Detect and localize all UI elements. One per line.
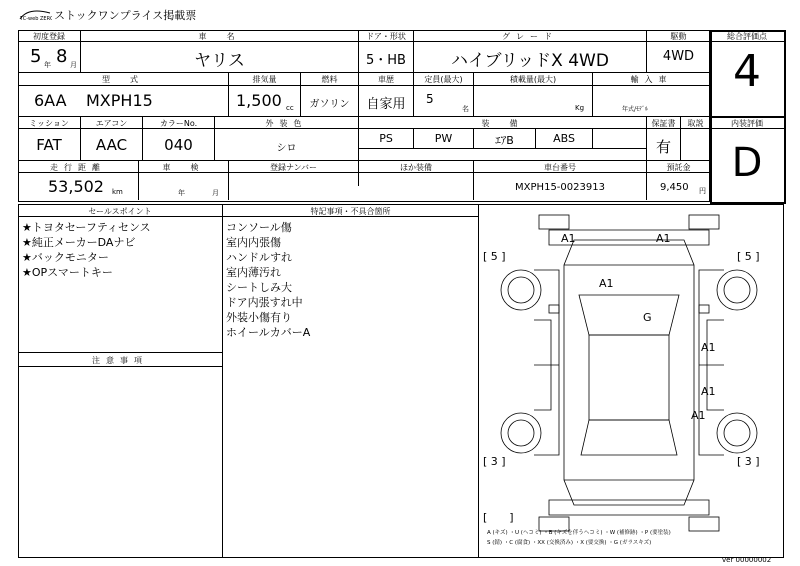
list-item: ドア内張すれ中	[226, 296, 303, 309]
label-model: 型 式	[102, 75, 144, 84]
list-item: シートしみ大	[226, 281, 292, 294]
damage-mark: G	[643, 311, 652, 324]
equipment-2: PW	[434, 132, 453, 145]
list-item: 室内内張傷	[226, 236, 281, 249]
label-other-equipment: ほか装備	[400, 163, 432, 172]
remarks-label: 特記事項・不具合箇所	[310, 207, 391, 216]
displacement-value: 1,500	[236, 91, 282, 110]
list-item: コンソール傷	[226, 221, 292, 234]
mission-value: FAT	[36, 136, 62, 154]
list-item: ★純正メーカーDAナビ	[22, 236, 136, 249]
damage-mark: A1	[691, 409, 706, 422]
model-prefix-value: 6AA	[34, 91, 67, 110]
version-label: ver 00000002	[722, 556, 772, 564]
label-mission: ミッション	[29, 119, 69, 128]
label-fuel: 燃料	[321, 75, 338, 84]
label-total-score: 総合評価点	[727, 32, 767, 41]
logo	[18, 6, 52, 21]
logo-icon	[18, 9, 52, 21]
legend-line-2: S (錆) ・C (腐食) ・XX (交換済み) ・X (要交換) ・G (ガラスキズ)	[487, 540, 652, 546]
tire-depth: [ 3 ]	[483, 455, 506, 468]
door-shape-value: 5・HB	[366, 53, 406, 68]
car-damage-diagram	[479, 205, 781, 555]
label-interior-score: 内装評価	[731, 119, 763, 128]
label-door-shape: ドア・形状	[366, 32, 406, 41]
label-capacity: 定員(最大)	[424, 75, 463, 84]
label-mileage: 走行距離	[50, 163, 106, 172]
damage-mark: A1	[701, 341, 716, 354]
sales-points-label: セールスポイント	[88, 207, 152, 216]
first-reg-year-unit: 年	[44, 61, 51, 69]
model-value: MXPH15	[86, 91, 153, 110]
deposit-value: 9,450	[660, 182, 689, 193]
sales-points-list	[22, 220, 151, 280]
load-unit: Kg	[575, 104, 585, 112]
list-item: ★トヨタセーフティセンス	[22, 221, 151, 234]
label-exterior: 外装色	[265, 119, 308, 128]
inspection-year-unit: 年	[178, 189, 185, 197]
chassis-no-value: MXPH15-0023913	[515, 182, 605, 193]
label-aircon: エアコン	[95, 119, 128, 128]
history-value: 自家用	[366, 97, 406, 112]
list-item: 室内薄汚れ	[226, 266, 281, 279]
total-score-value: 4	[733, 46, 761, 97]
damage-mark: A1	[599, 277, 614, 290]
label-chassis-no: 車台番号	[544, 163, 576, 172]
fuel-value: ガソリン	[309, 99, 350, 110]
label-color-no: カラーNo.	[159, 119, 198, 128]
svg-text:TC-web ZERO: TC-web ZERO	[20, 16, 52, 21]
equipment-1: PS	[379, 132, 393, 145]
legend-line-1: A (キズ) ・U (ヘコミ) ・B (キズを伴うヘコミ) ・W (補修跡) ・P (要塗装)	[487, 530, 671, 536]
label-equipment: 装 備	[481, 119, 524, 128]
list-item: ホイールカバーA	[226, 326, 311, 339]
inspection-month-unit: 月	[212, 189, 219, 197]
label-drive: 駆動	[670, 32, 687, 41]
exterior-value: シロ	[276, 143, 297, 154]
remarks-list	[226, 220, 310, 340]
damage-mark: A1	[561, 232, 576, 245]
list-item: ★OPスマートキー	[22, 266, 113, 279]
document-title: ストックワンプライス掲載票	[54, 9, 197, 22]
notices-label: 注意事項	[92, 356, 148, 365]
equipment-4: ABS	[553, 132, 575, 145]
damage-mark: A1	[656, 232, 671, 245]
deposit-unit: 円	[699, 187, 706, 195]
first-reg-month-unit: 月	[70, 61, 77, 69]
mileage-unit: km	[112, 188, 123, 196]
displacement-unit: cc	[286, 104, 294, 112]
label-warranty: 保証書	[651, 119, 676, 128]
grade-value: ハイブリッドX 4WD	[451, 51, 609, 71]
tire-depth: [ 5 ]	[737, 250, 760, 263]
car-name-value: ヤリス	[194, 51, 245, 71]
interior-score-value: D	[731, 140, 763, 186]
label-grade: グレード	[502, 32, 558, 41]
label-first-reg: 初度登録	[33, 32, 65, 41]
spare-tire: [ ]	[483, 511, 514, 524]
label-deposit: 預託金	[666, 163, 691, 172]
label-car-name: 車 名	[198, 32, 241, 41]
list-item: 外装小傷有り	[226, 311, 292, 324]
label-import: 輸入車	[630, 75, 673, 84]
first-reg-value-a: 5	[30, 46, 42, 67]
list-item: ハンドルすれ	[226, 251, 292, 264]
equipment-3: ｴｱB	[495, 134, 514, 147]
label-displacement: 排気量	[252, 75, 277, 84]
color-no-value: 040	[164, 136, 193, 154]
capacity-unit: 名	[462, 105, 469, 113]
tire-depth: [ 5 ]	[483, 250, 506, 263]
drive-value: 4WD	[662, 49, 695, 64]
label-inspection: 車 検	[162, 163, 205, 172]
label-history: 車歴	[378, 75, 394, 84]
label-load: 積載量(最大)	[509, 75, 557, 84]
car-outline-icon	[479, 205, 781, 555]
aircon-value: AAC	[95, 136, 128, 154]
damage-mark: A1	[701, 385, 716, 398]
mileage-value: 53,502	[48, 177, 104, 196]
import-note: 年式/ﾓﾃﾞﾙ	[622, 106, 649, 113]
capacity-value: 5	[426, 92, 434, 106]
label-manual: 取説	[687, 119, 704, 128]
first-reg-value-b: 8	[56, 46, 68, 67]
tire-depth: [ 3 ]	[737, 455, 760, 468]
list-item: ★バックモニター	[22, 251, 109, 264]
label-plate: 登録ナンバー	[269, 163, 318, 172]
warranty-value: 有	[655, 138, 671, 156]
